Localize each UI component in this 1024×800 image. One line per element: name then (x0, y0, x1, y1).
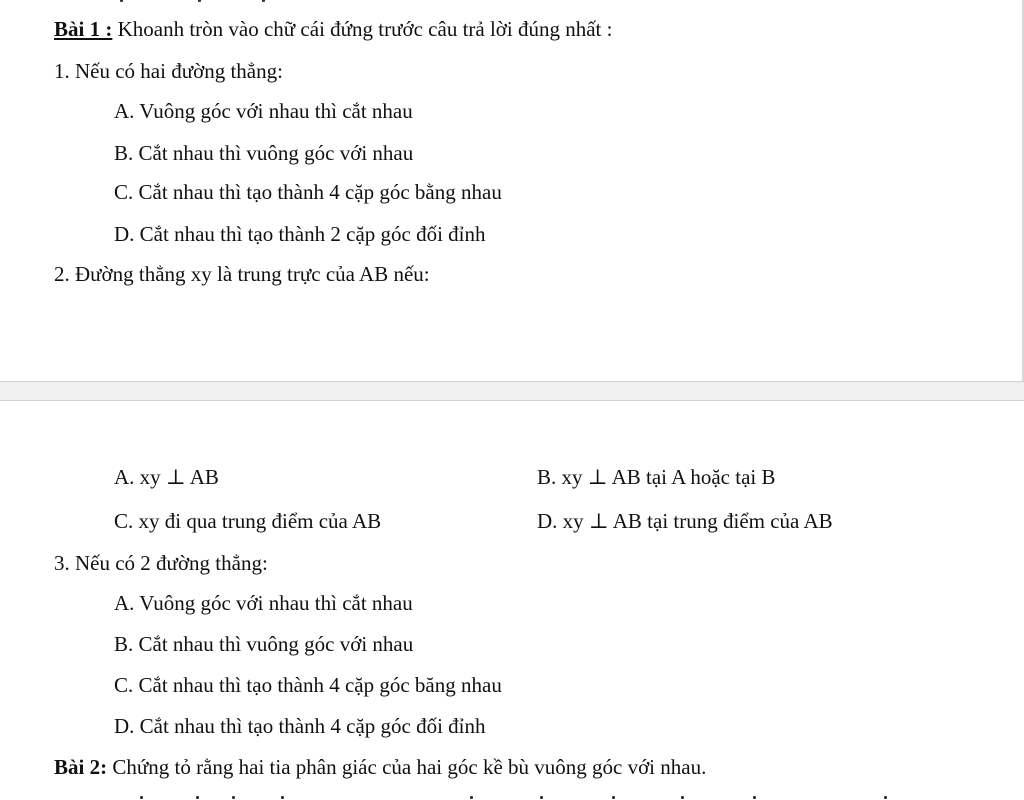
bai1-title: Bài 1 : (54, 17, 113, 41)
cropped-text-bottom (0, 794, 1024, 800)
q2-option-d: D. xy ⊥ AB tại trung điểm của AB (537, 509, 833, 533)
q1-option-d: D. Cắt nhau thì tạo thành 2 cặp góc đối đỉnh (114, 222, 486, 246)
q3-question: 3. Nếu có 2 đường thẳng: (54, 551, 268, 575)
q2-question: 2. Đường thẳng xy là trung trực của AB nếu: (54, 262, 430, 286)
q3-option-b: B. Cắt nhau thì vuông góc với nhau (114, 632, 414, 656)
q3-option-d: D. Cắt nhau thì tạo thành 4 cặp góc đối đỉnh (114, 714, 486, 738)
bai2-title: Bài 2: (54, 755, 108, 779)
q2-option-a: A. xy ⊥ AB (114, 465, 219, 489)
q1-question: 1. Nếu có hai đường thẳng: (54, 59, 283, 83)
q3-option-a: A. Vuông góc với nhau thì cắt nhau (114, 591, 413, 615)
page-break (0, 381, 1024, 401)
q2-option-b: B. xy ⊥ AB tại A hoặc tại B (537, 465, 776, 489)
document-page-2 (0, 401, 1024, 799)
cropped-text-top (0, 0, 1024, 3)
q1-option-b: B. Cắt nhau thì vuông góc với nhau (114, 141, 414, 165)
q2-option-c: C. xy đi qua trung điểm của AB (114, 509, 382, 533)
document-page-1 (0, 0, 1024, 381)
q1-option-a: A. Vuông góc với nhau thì cắt nhau (114, 99, 413, 123)
bai2-heading (54, 755, 706, 779)
bai1-instruction: Khoanh tròn vào chữ cái đứng trước câu trả lời đúng nhất : (117, 17, 613, 41)
q3-option-c: C. Cắt nhau thì tạo thành 4 cặp góc băng nhau (114, 673, 502, 697)
bai2-text: Chứng tỏ rằng hai tia phân giác của hai góc kề bù vuông góc với nhau. (112, 755, 707, 779)
bai1-heading (54, 17, 612, 41)
q1-option-c: C. Cắt nhau thì tạo thành 4 cặp góc bằng nhau (114, 180, 502, 204)
